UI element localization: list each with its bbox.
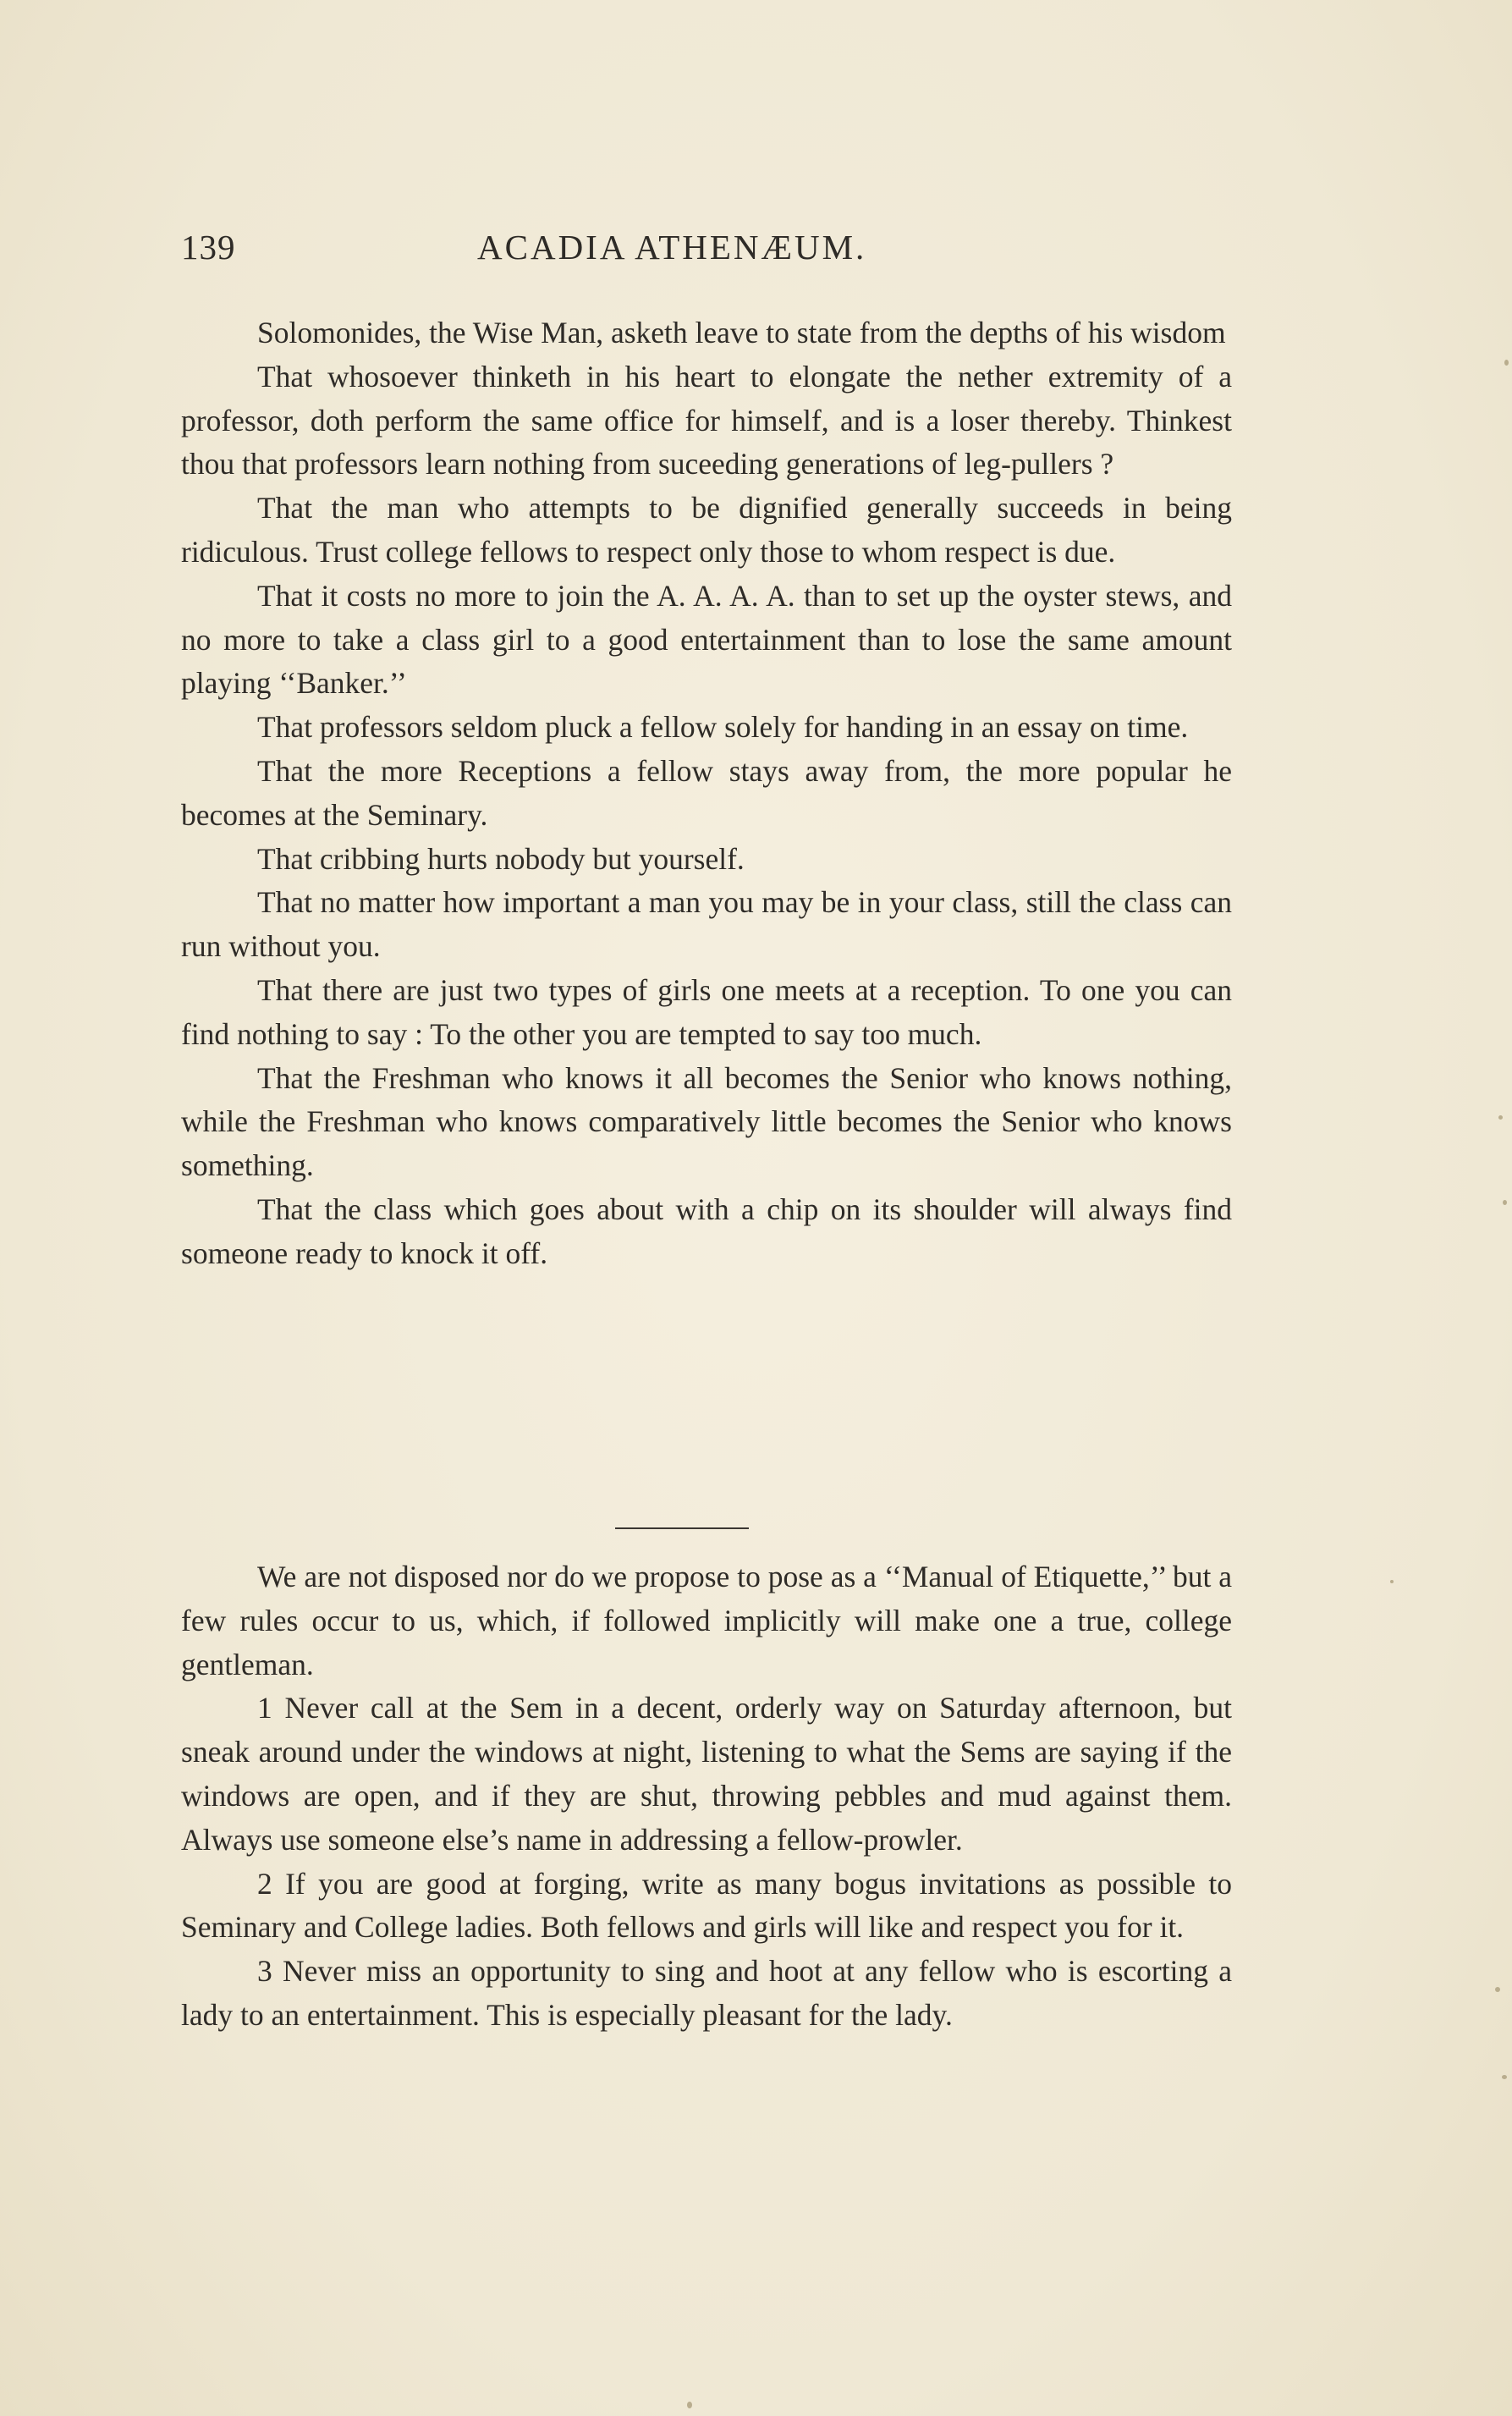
paragraph: That cribbing hurts nobody but yourself.: [257, 841, 745, 876]
etiquette-section: [181, 1555, 1232, 2038]
paragraph: That the class which goes about with a chip on its shoulder will always find someone ready to knock it off.: [181, 1191, 1232, 1270]
paragraph: That no matter how important a man you may be in your class, still the class can run without you.: [181, 885, 1232, 964]
wisdom-section: [181, 311, 1232, 1276]
running-head: [181, 227, 1232, 274]
paragraph: Solomonides, the Wise Man, asketh leave to state from the depths of his wisdom: [257, 316, 1226, 349]
paper-speck: [1498, 1115, 1503, 1120]
paragraph: 2 If you are good at forging, write as many bogus invitations as possible to Seminary and College ladies. Both fellows and girls will like and respect you for it.: [181, 1866, 1232, 1945]
paragraph: 3 Never miss an opportunity to sing and hoot at any fellow who is escorting a lady to an entertainment. This is especially pleasant for the lady.: [181, 1954, 1232, 2032]
paper-speck: [1504, 360, 1509, 366]
paragraph: 1 Never call at the Sem in a decent, orderly way on Saturday afternoon, but sneak around under the windows at night, listening to what the Sems are saying if the windows are open, and if they are shut, throwing pebbles and mud against them. Always use someone else’s name in addressing a fellow-prowler.: [181, 1691, 1232, 1857]
journal-title: ACADIA ATHENÆUM.: [477, 228, 867, 267]
paragraph: That professors seldom pluck a fellow solely for handing in an essay on time.: [257, 710, 1189, 745]
paper-speck: [1502, 2075, 1507, 2079]
paragraph: That the Freshman who knows it all becomes the Senior who knows nothing, while the Freshman who knows comparatively little becomes the Senior who knows something.: [181, 1060, 1232, 1183]
paragraph: That the more Receptions a fellow stays away from, the more popular he becomes at the Seminary.: [181, 753, 1232, 832]
paper-speck: [1390, 1580, 1394, 1583]
paper-speck: [687, 2402, 692, 2408]
paragraph: That whosoever thinketh in his heart to elongate the nether extremity of a professor, doth perform the same office for himself, and is a loser thereby. Thinkest thou that professors learn nothing from suceeding generations of leg-pullers ?: [181, 359, 1232, 482]
page-number: 139: [181, 228, 236, 267]
paragraph: That there are just two types of girls one meets at a reception. To one you can find nothing to say : To the other you are tempted to say too much.: [181, 972, 1232, 1051]
paper-speck: [1503, 1200, 1507, 1205]
paper-speck: [1495, 1987, 1500, 1992]
section-divider: [615, 1527, 749, 1529]
paragraph: We are not disposed nor do we propose to pose as a ‘‘Manual of Etiquette,’’ but a few rules occur to us, which, if followed implicitly will make one a true, college gentleman.: [181, 1560, 1232, 1681]
paragraph: That the man who attempts to be dignified generally succeeds in being ridiculous. Trust college fellows to respect only those to whom respect is due.: [181, 491, 1232, 569]
paragraph: That it costs no more to join the A. A. A. A. than to set up the oyster stews, and no more to take a class girl to a good entertainment than to lose the same amount playing ‘‘Banker.’’: [181, 578, 1232, 701]
